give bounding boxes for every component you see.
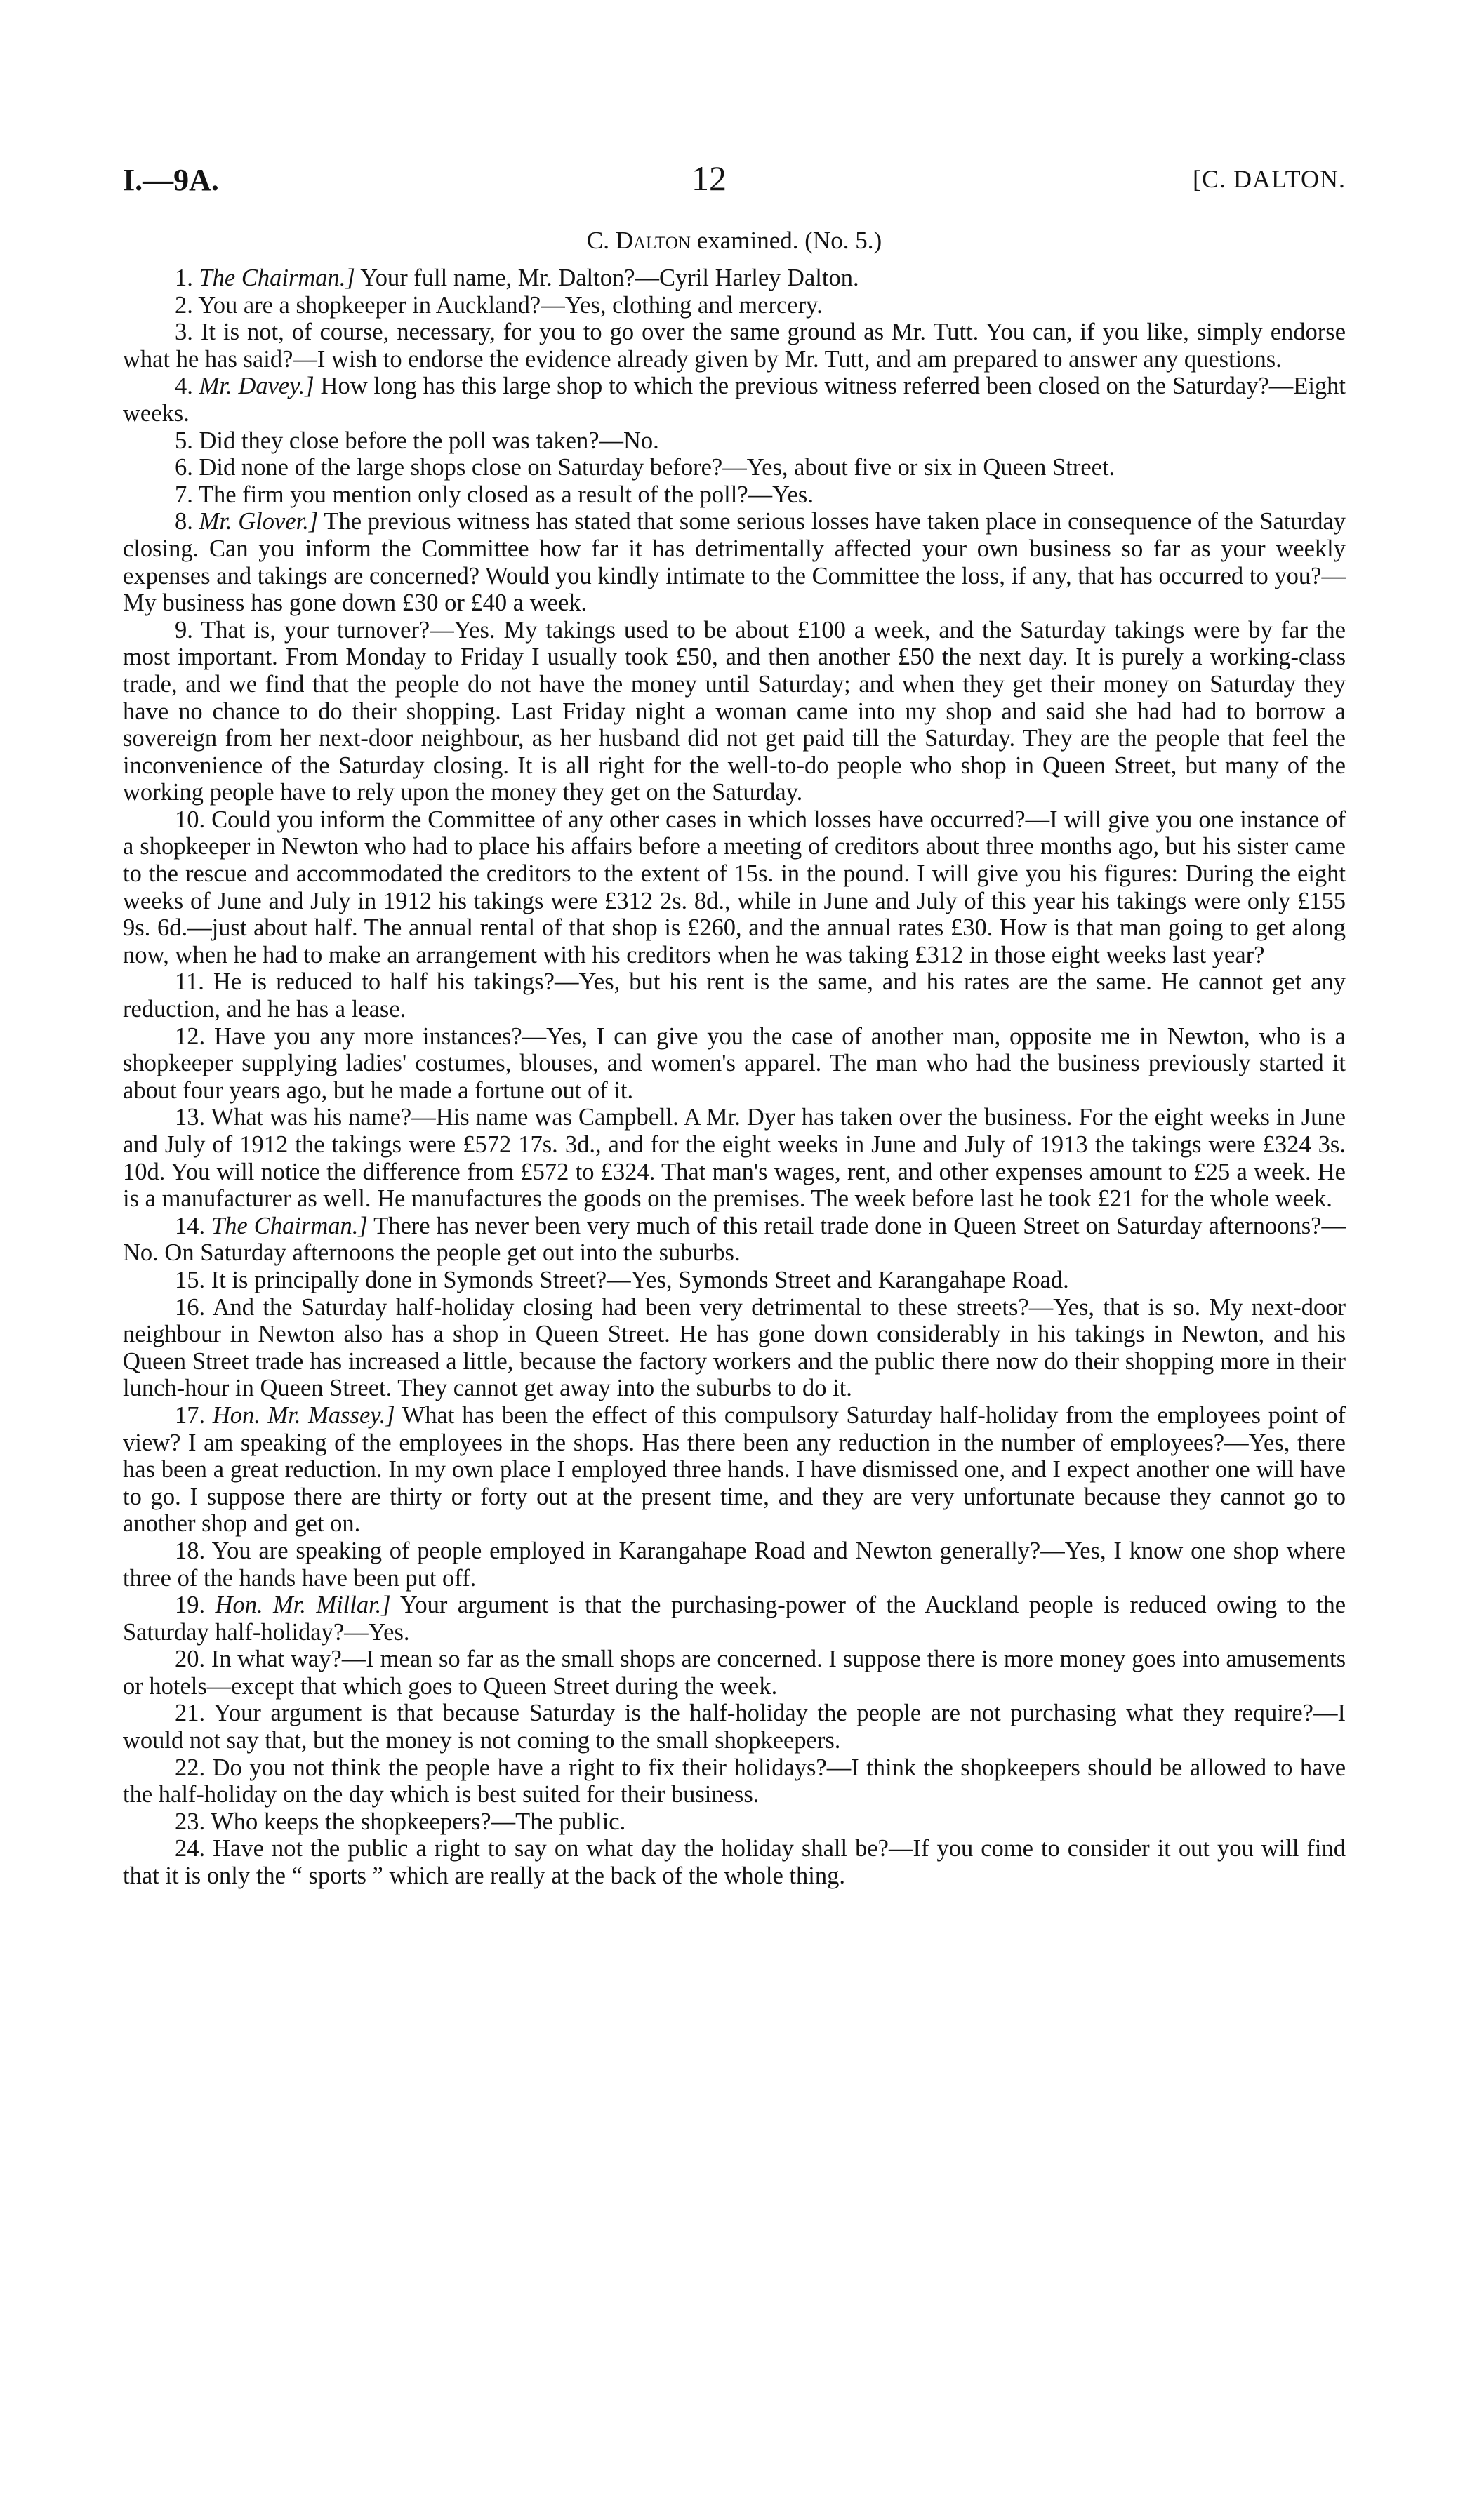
question-paragraph bbox=[123, 481, 1346, 509]
question-text: The firm you mention only closed as a result of the poll?—Yes. bbox=[198, 481, 814, 508]
question-paragraph bbox=[123, 1402, 1346, 1538]
speaker-name: The Chairman.] bbox=[199, 265, 355, 291]
question-number: 2. bbox=[175, 291, 193, 319]
question-text: Did none of the large shops close on Saturday before?—Yes, about five or six in Queen Street. bbox=[199, 454, 1115, 481]
question-paragraph bbox=[123, 1267, 1346, 1294]
question-paragraph bbox=[123, 1646, 1346, 1700]
paper-reference: I.—9A. bbox=[123, 163, 219, 197]
question-number: 18. bbox=[175, 1537, 206, 1564]
question-number: 1. bbox=[175, 265, 193, 291]
question-text: How long has this large shop to which the previous witness referred been closed on the Saturday?—Eight weeks. bbox=[123, 373, 1346, 427]
document-page bbox=[123, 151, 1346, 1890]
question-number: 5. bbox=[175, 427, 193, 454]
question-paragraph bbox=[123, 292, 1346, 319]
question-paragraph bbox=[123, 806, 1346, 969]
title-rest: examined. (No. 5.) bbox=[690, 227, 882, 254]
question-paragraph bbox=[123, 1538, 1346, 1592]
question-number: 9. bbox=[175, 616, 193, 644]
question-number: 14. bbox=[175, 1212, 206, 1239]
question-text: Have not the public a right to say on what day the holiday shall be?—If you come to consider it out you will find that it is only the “ sports ” which are really at the back of the whole thing. bbox=[123, 1835, 1346, 1890]
question-number: 7. bbox=[175, 481, 193, 508]
speaker-name: Mr. Glover.] bbox=[199, 508, 319, 535]
question-text: There has never been very much of this retail trade done in Queen Street on Saturday afternoons?—No. On Saturday afternoons the people get out into the suburbs. bbox=[123, 1212, 1346, 1267]
question-text: In what way?—I mean so far as the small shops are concerned. I suppose there is more money goes into amusements or hotels—except that which goes to Queen Street during the week. bbox=[123, 1646, 1346, 1700]
question-number: 22. bbox=[175, 1754, 206, 1781]
question-text: Your argument is that because Saturday is the half-holiday the people are not purchasing what they require?—I would not say that, but the money is not coming to the small shopkeepers. bbox=[123, 1700, 1346, 1754]
question-text: Your full name, Mr. Dalton?—Cyril Harley Dalton. bbox=[360, 265, 859, 291]
question-number: 15. bbox=[175, 1266, 206, 1293]
question-paragraph bbox=[123, 1835, 1346, 1889]
page-header bbox=[123, 151, 1346, 207]
question-number: 8. bbox=[175, 508, 193, 535]
question-paragraph bbox=[123, 1294, 1346, 1402]
question-text: And the Saturday half-holiday closing had been very detrimental to these streets?—Yes, that is so. My next-door neighbour in Newton also has a shop in Queen Street. He has gone down considerably in his takings in Newton, and his Queen Street trade has increased a little, because the factory workers and the public there now do their shopping more in their lunch-hour in Queen Street. They cannot get away into the suburbs to do it. bbox=[123, 1293, 1346, 1402]
question-text: Who keeps the shopkeepers?—The public. bbox=[211, 1808, 626, 1835]
question-text: Do you not think the people have a right to fix their holidays?—I think the shopkeepers should be allowed to have the half-holiday on the day which is best suited for their business. bbox=[123, 1754, 1346, 1808]
question-text: You are speaking of people employed in Karangahape Road and Newton generally?—Yes, I know one shop where three of the hands have been put off. bbox=[123, 1537, 1346, 1592]
question-text: What has been the effect of this compulsory Saturday half-holiday from the employees point of view? I am speaking of the employees in the shops. Has there been any reduction in the number of employees?—Yes, there has been a great reduction. In my own place I employed three hands. I have dismissed one, and I expect another one will have to go. I suppose there are thirty or forty out at the present time, and they are very unfortunate because they cannot go to another shop and get on. bbox=[123, 1401, 1346, 1538]
question-paragraph bbox=[123, 1213, 1346, 1267]
question-number: 6. bbox=[175, 454, 193, 481]
testimony-body bbox=[123, 265, 1346, 1890]
question-text: The previous witness has stated that some serious losses have taken place in consequence of the Saturday closing. Can you inform the Committee how far it has detrimentally affected your own business so far as your weekly expenses and takings are concerned? Would you kindly intimate to the Committee the loss, if any, that has occurred to you?—My business has gone down £30 or £40 a week. bbox=[123, 508, 1346, 617]
question-number: 23. bbox=[175, 1808, 206, 1835]
question-number: 20. bbox=[175, 1646, 206, 1673]
question-text: What was his name?—His name was Campbell. A Mr. Dyer has taken over the business. For the eight weeks in June and July of 1912 the takings were £572 17s. 3d., and for the eight weeks in June and July of 1913 the takings were £324 3s. 10d. You will notice the difference from £572 to £324. That man's wages, rent, and other expenses amount to £25 a week. He is a manufacturer as well. He manufactures the goods on the premises. The week before last he took £21 for the whole week. bbox=[123, 1104, 1346, 1213]
question-paragraph bbox=[123, 265, 1346, 292]
question-text: He is reduced to half his takings?—Yes, but his rent is the same, and his rates are the same. He cannot get any reduction, and he has a lease. bbox=[123, 968, 1346, 1023]
question-number: 21. bbox=[175, 1700, 206, 1727]
question-number: 10. bbox=[175, 806, 206, 833]
question-paragraph bbox=[123, 968, 1346, 1022]
speaker-name: Hon. Mr. Millar.] bbox=[215, 1592, 391, 1619]
question-paragraph bbox=[123, 1023, 1346, 1105]
question-text: You are a shopkeeper in Auckland?—Yes, clothing and mercery. bbox=[198, 291, 823, 319]
question-paragraph bbox=[123, 373, 1346, 427]
question-paragraph bbox=[123, 1104, 1346, 1212]
question-number: 4. bbox=[175, 373, 193, 400]
question-paragraph bbox=[123, 1754, 1346, 1808]
question-number: 19. bbox=[175, 1592, 206, 1619]
question-text: That is, your turnover?—Yes. My takings used to be about £100 a week, and the Saturday takings were by far the most important. From Monday to Friday I usually took £50, and then another £50 the next day. It is purely a working-class trade, and we find that the people do not have the money until Saturday; and when they get their money on Saturday they have no chance to do their shopping. Last Friday night a woman came into my shop and said she had had to borrow a sovereign from her next-door neighbour, as her husband did not get paid till the Saturday. They are the people that feel the inconvenience of the Saturday closing. It is all right for the well-to-do people who shop in Queen Street, but many of the working people have to rely upon the money they get on the Saturday. bbox=[123, 616, 1346, 806]
question-number: 17. bbox=[175, 1401, 206, 1429]
question-text: Have you any more instances?—Yes, I can give you the case of another man, opposite me in Newton, who is a shopkeeper supplying ladies' costumes, blouses, and women's apparel. The man who had the business previously started it about four years ago, but he made a fortune out of it. bbox=[123, 1022, 1346, 1104]
question-text: Could you inform the Committee of any other cases in which losses have occurred?—I will give you one instance of a shopkeeper in Newton who had to place his affairs before a meeting of creditors about three months ago, but his sister came to the rescue and accommodated the creditors to the extent of 15s. in the pound. I will give you his figures: During the eight weeks of June and July in 1912 his takings were £312 2s. 8d., while in June and July of this year his takings were only £155 9s. 6d.—just about half. The annual rental of that shop is £260, and the annual rates £30. How is that man going to get along now, when he had to make an arrangement with his creditors when he was taking £312 in those eight weeks last year? bbox=[123, 806, 1346, 968]
speaker-name: Mr. Davey.] bbox=[199, 373, 314, 400]
question-number: 16. bbox=[175, 1293, 206, 1321]
section-title bbox=[123, 227, 1346, 255]
question-text: Did they close before the poll was taken?—No. bbox=[199, 427, 659, 454]
question-number: 24. bbox=[175, 1835, 206, 1862]
question-text: It is principally done in Symonds Street?—Yes, Symonds Street and Karangahape Road. bbox=[211, 1266, 1069, 1293]
question-text: Your argument is that the purchasing-power of the Auckland people is reduced owing to the Saturday half-holiday?—Yes. bbox=[123, 1592, 1346, 1646]
question-paragraph bbox=[123, 617, 1346, 806]
page-number: 12 bbox=[691, 159, 727, 198]
question-paragraph bbox=[123, 1592, 1346, 1646]
question-paragraph bbox=[123, 508, 1346, 616]
question-paragraph bbox=[123, 319, 1346, 373]
question-paragraph bbox=[123, 1700, 1346, 1754]
question-paragraph bbox=[123, 1808, 1346, 1836]
question-paragraph bbox=[123, 454, 1346, 481]
question-number: 3. bbox=[175, 319, 193, 346]
question-number: 11. bbox=[175, 968, 204, 996]
speaker-name: Hon. Mr. Massey.] bbox=[212, 1401, 395, 1429]
witness-running-head: [C. DALTON. bbox=[1192, 165, 1346, 193]
question-text: It is not, of course, necessary, for you to go over the same ground as Mr. Tutt. You can, if you like, simply endorse what he has said?—I wish to endorse the evidence already given by Mr. Tutt, and am prepared to answer any questions. bbox=[123, 319, 1346, 373]
witness-name: C. Dalton bbox=[586, 227, 691, 254]
question-number: 12. bbox=[175, 1022, 206, 1050]
question-paragraph bbox=[123, 427, 1346, 455]
speaker-name: The Chairman.] bbox=[211, 1212, 368, 1239]
question-number: 13. bbox=[175, 1104, 206, 1131]
